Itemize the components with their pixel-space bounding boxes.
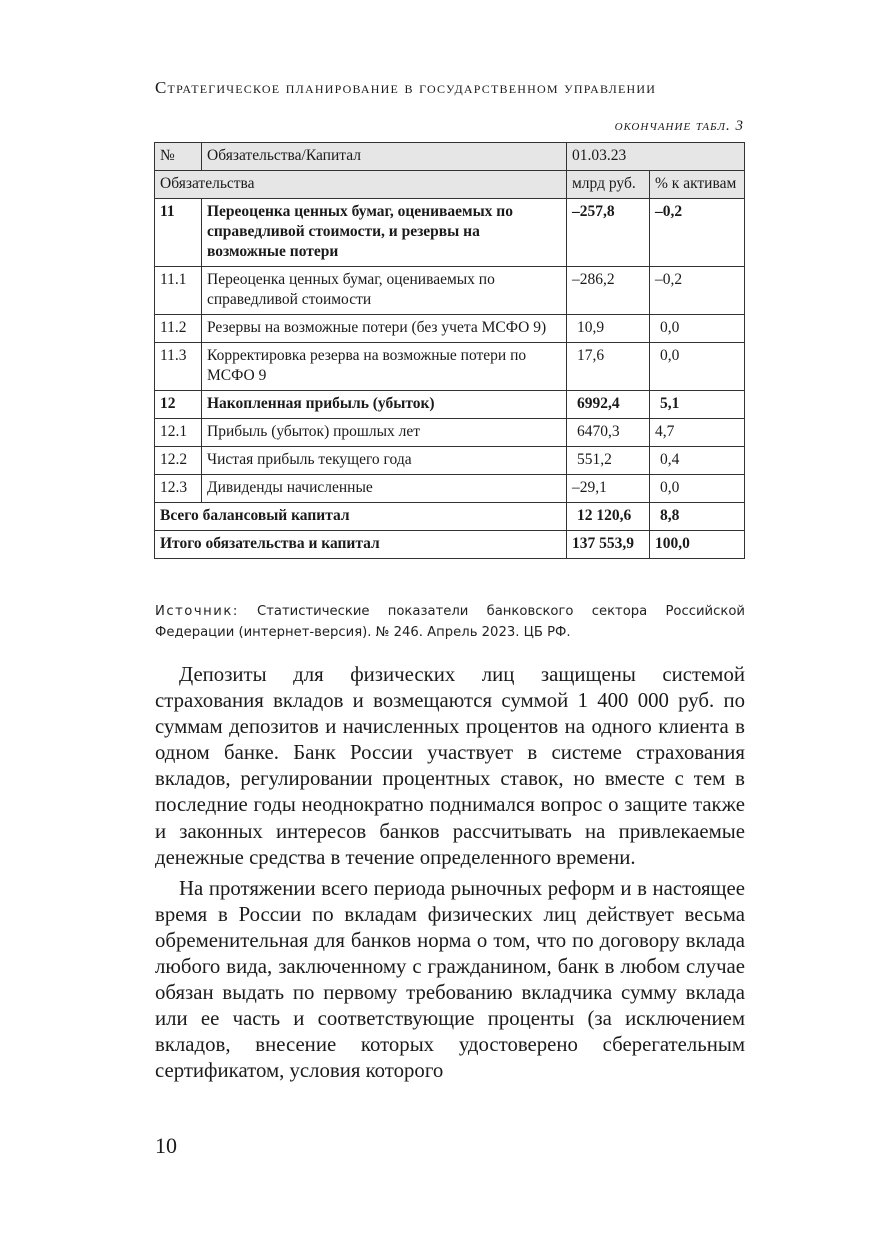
paragraph: Депозиты для физических лиц защищены системой страхования вкладов и возмещаются суммой 1 400 000 руб. по суммам депозитов и начисленных процентов на одного клиента в одном банке. Банк России участвует в системе страхования вкладов, регулировании процентных ставок, но вместе с тем в последние годы неоднократно поднимался вопрос о защите также и законных интересов банков рассчитывать на привлекаемые денежные средства в течение определенного времени. bbox=[155, 663, 745, 869]
total-capital-pct: 8,8 bbox=[650, 503, 745, 531]
running-title: Стратегическое планирование в государственном управлении bbox=[155, 78, 657, 97]
table-row bbox=[155, 475, 745, 503]
paragraph: На протяжении всего периода рыночных реформ и в настоящее время в России по вкладам физических лиц действует весьма обременительная для банков норма о том, что по договору вклада любого вида, заключенному с гражданином, банк в любом случае обязан выдать по первому требованию вкладчика сумму вклада или ее часть и соответствующие проценты (за исключением вкладов, внесение которых удостоверено сберегательным сертификатом, условия которого bbox=[155, 876, 745, 1083]
table-row bbox=[155, 391, 745, 419]
row-pct: 0,4 bbox=[650, 447, 745, 475]
total-capital-row bbox=[155, 503, 745, 531]
table-row bbox=[155, 343, 745, 391]
table-row bbox=[155, 447, 745, 475]
row-label: Переоценка ценных бумаг, оцениваемых по справедливой стоимости bbox=[202, 267, 567, 315]
row-pct: –0,2 bbox=[650, 199, 745, 267]
row-pct: 0,0 bbox=[650, 475, 745, 503]
row-num: 11.3 bbox=[155, 343, 202, 391]
row-num: 11 bbox=[155, 199, 202, 267]
subhead-label: Обязательства bbox=[155, 171, 567, 199]
table-source-note bbox=[155, 601, 745, 643]
total-capital-value: 12 120,6 bbox=[567, 503, 650, 531]
row-num: 12 bbox=[155, 391, 202, 419]
col-header-date: 01.03.23 bbox=[567, 143, 745, 171]
table-head-row bbox=[155, 143, 745, 171]
row-label: Резервы на возможные потери (без учета МСФО 9) bbox=[202, 315, 567, 343]
row-label: Чистая прибыль текущего года bbox=[202, 447, 567, 475]
row-value: 551,2 bbox=[567, 447, 650, 475]
row-pct: –0,2 bbox=[650, 267, 745, 315]
row-num: 11.1 bbox=[155, 267, 202, 315]
col-header-label: Обязательства/Капитал bbox=[202, 143, 567, 171]
table-row bbox=[155, 267, 745, 315]
table-row bbox=[155, 419, 745, 447]
row-value: 6992,4 bbox=[567, 391, 650, 419]
row-value: –286,2 bbox=[567, 267, 650, 315]
row-pct: 0,0 bbox=[650, 343, 745, 391]
row-value: –29,1 bbox=[567, 475, 650, 503]
balance-table bbox=[154, 142, 745, 559]
row-label: Дивиденды начисленные bbox=[202, 475, 567, 503]
total-all-label: Итого обязательства и капитал bbox=[155, 531, 567, 559]
row-num: 11.2 bbox=[155, 315, 202, 343]
row-label: Накопленная прибыль (убыток) bbox=[202, 391, 567, 419]
row-label: Переоценка ценных бумаг, оцениваемых по справедливой стоимости, и резервы на возможные потери bbox=[202, 199, 567, 267]
total-all-pct: 100,0 bbox=[650, 531, 745, 559]
table-subhead-row bbox=[155, 171, 745, 199]
table-row bbox=[155, 199, 745, 267]
table-row bbox=[155, 315, 745, 343]
subhead-unit-rub: млрд руб. bbox=[567, 171, 650, 199]
source-text: Статистические показатели банковского сектора Российской Федерации (интернет-версия). № 246. Апрель 2023. ЦБ РФ. bbox=[155, 604, 745, 640]
row-label: Прибыль (убыток) прошлых лет bbox=[202, 419, 567, 447]
row-value: –257,8 bbox=[567, 199, 650, 267]
row-value: 10,9 bbox=[567, 315, 650, 343]
source-label: Источник: bbox=[155, 604, 239, 619]
subhead-unit-pct: % к активам bbox=[650, 171, 745, 199]
row-num: 12.1 bbox=[155, 419, 202, 447]
col-header-num: № bbox=[155, 143, 202, 171]
row-value: 17,6 bbox=[567, 343, 650, 391]
row-num: 12.2 bbox=[155, 447, 202, 475]
body-text bbox=[155, 662, 745, 1085]
row-label: Корректировка резерва на возможные потери по МСФО 9 bbox=[202, 343, 567, 391]
total-all-row bbox=[155, 531, 745, 559]
table-caption: окончание табл. 3 bbox=[614, 118, 744, 134]
row-num: 12.3 bbox=[155, 475, 202, 503]
row-pct: 5,1 bbox=[650, 391, 745, 419]
page-number: 10 bbox=[155, 1133, 177, 1158]
total-all-value: 137 553,9 bbox=[567, 531, 650, 559]
row-value: 6470,3 bbox=[567, 419, 650, 447]
row-pct: 4,7 bbox=[650, 419, 745, 447]
row-pct: 0,0 bbox=[650, 315, 745, 343]
total-capital-label: Всего балансовый капитал bbox=[155, 503, 567, 531]
